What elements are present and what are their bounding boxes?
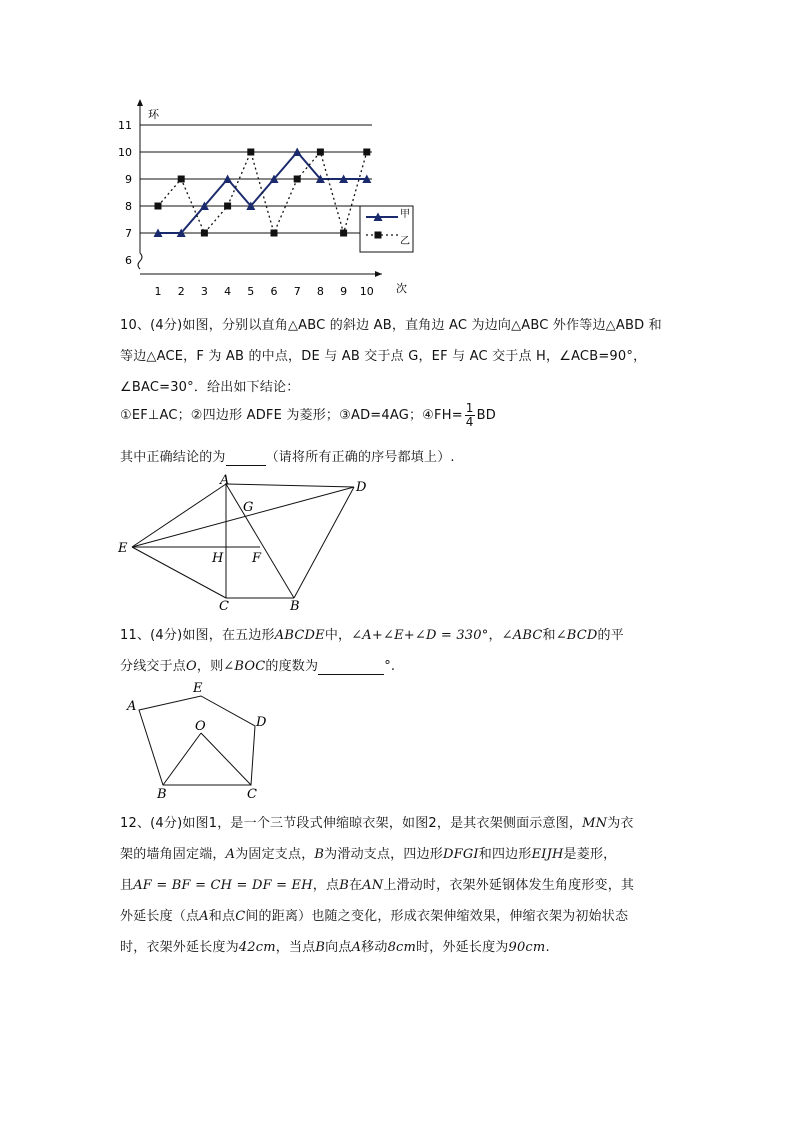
q10-line1: 10、(4分)如图，分别以直角△ABC 的斜边 AB，直角边 AC 为边向△ABC 外作等边△ABD 和 bbox=[120, 318, 662, 333]
label-A: A bbox=[127, 699, 137, 714]
q11-text-i: °. bbox=[384, 659, 396, 674]
q10-prompt: 其中正确结论的为 bbox=[120, 450, 226, 465]
label-D: D bbox=[256, 715, 267, 730]
x-tick-label: 10 bbox=[359, 285, 374, 298]
q12-unit: cm bbox=[396, 940, 417, 955]
q11-line1 bbox=[120, 624, 624, 643]
y-tick-label: 8 bbox=[125, 200, 132, 213]
axis-break bbox=[138, 253, 142, 269]
q12-text: ，当点 bbox=[275, 940, 316, 955]
q12-point-c: C bbox=[235, 909, 246, 924]
x-tick-label: 3 bbox=[200, 285, 208, 298]
q12-text: 外延长度（点 bbox=[120, 909, 200, 924]
seg-AD bbox=[226, 484, 354, 487]
q11-text-a: 11、(4分)如图，在五边形 bbox=[120, 628, 275, 643]
q11-text-d: 和 bbox=[542, 628, 556, 643]
q11-text-f: 分线交于点 bbox=[120, 659, 187, 674]
seg-ED bbox=[132, 487, 354, 547]
q12-text: 上滑动时，衣架外延钢体发生角度形变，其 bbox=[383, 878, 635, 893]
q12-point-b: B bbox=[315, 940, 326, 955]
q11-pentagon-figure bbox=[122, 676, 282, 804]
q10-triangle-figure bbox=[112, 472, 372, 614]
q11-point-o: O bbox=[186, 659, 197, 674]
q10-line3: ∠BAC=30°．给出如下结论： bbox=[120, 380, 300, 395]
y-axis-arrow bbox=[137, 99, 143, 106]
q10-line5 bbox=[120, 446, 455, 466]
label-E: E bbox=[118, 541, 128, 556]
q12-point-a: A bbox=[199, 909, 209, 924]
q11-text-g: ，则 bbox=[196, 659, 224, 674]
seg-DB bbox=[294, 487, 354, 598]
data-point-yi bbox=[201, 230, 208, 237]
q12-value-90: 90 bbox=[508, 940, 526, 955]
q12-text: 12、(4分)如图1，是一个三节段式伸缩晾衣架，如图2，是其衣架侧面示意图， bbox=[120, 816, 583, 831]
y-tick-label: 11 bbox=[118, 119, 132, 132]
answer-blank[interactable] bbox=[318, 659, 384, 675]
q12-point-b: B bbox=[339, 878, 349, 893]
q11-equation: ∠A+∠E+∠D = 330° bbox=[351, 628, 489, 643]
q12-line1 bbox=[120, 812, 634, 831]
q12-text: . bbox=[545, 940, 550, 955]
q12-line2 bbox=[120, 843, 616, 862]
q12-mn: MN bbox=[582, 816, 608, 831]
y-tick-label: 9 bbox=[125, 173, 132, 186]
q12-text: 向点 bbox=[325, 940, 352, 955]
q11-text-h: 的度数为 bbox=[265, 659, 319, 674]
answer-blank[interactable] bbox=[226, 450, 266, 466]
q12-line5 bbox=[120, 936, 550, 955]
q12-text: 为固定支点， bbox=[235, 847, 315, 862]
q12-dfgi: DFGI bbox=[442, 847, 479, 862]
q12-text: 为衣 bbox=[607, 816, 634, 831]
label-B: B bbox=[157, 787, 167, 802]
q12-text: 时，外延长度为 bbox=[416, 940, 509, 955]
x-axis-arrow bbox=[375, 271, 382, 277]
label-G: G bbox=[243, 500, 254, 515]
q10-prompt-note: （请将所有正确的序号都填上）. bbox=[265, 450, 455, 465]
seg-EA bbox=[132, 484, 226, 547]
q12-text: 时，衣架外延长度为 bbox=[120, 940, 239, 955]
label-F: F bbox=[252, 551, 262, 566]
label-C: C bbox=[247, 787, 257, 802]
q12-an: AN bbox=[362, 878, 384, 893]
q12-line4 bbox=[120, 905, 628, 924]
data-point-yi bbox=[294, 176, 301, 183]
fraction-one-quarter bbox=[465, 402, 475, 429]
x-tick-label: 7 bbox=[293, 285, 301, 298]
label-C: C bbox=[219, 599, 229, 614]
q10-line2: 等边△ACE，F 为 AB 的中点，DE 与 AB 交于点 G，EF 与 AC 交于点 H，∠ACB=90°， bbox=[120, 349, 647, 364]
q12-equation: AF = BF = CH = DF = EH bbox=[133, 878, 313, 893]
q12-point-b: B bbox=[314, 847, 325, 862]
seg-AB bbox=[226, 484, 294, 598]
data-point-yi bbox=[363, 149, 370, 156]
q12-text: 和四边形 bbox=[478, 847, 532, 862]
y-tick-label: 6 bbox=[125, 254, 132, 267]
q11-text-c: ， bbox=[488, 628, 502, 643]
label-O: O bbox=[195, 719, 206, 734]
x-tick-label: 1 bbox=[154, 285, 162, 298]
q10-options bbox=[120, 402, 496, 429]
q11-angle-boc: ∠BOC bbox=[223, 659, 266, 674]
shooting-score-line-chart bbox=[110, 98, 430, 300]
legend-label: 乙 bbox=[400, 236, 410, 247]
x-tick-label: 9 bbox=[340, 285, 348, 298]
q11-pentagon-name: ABCDE bbox=[274, 628, 325, 643]
x-tick-label: 5 bbox=[247, 285, 255, 298]
x-axis-label: 次 bbox=[396, 282, 407, 295]
x-tick-label: 4 bbox=[224, 285, 232, 298]
q12-unit: cm bbox=[255, 940, 276, 955]
data-point-yi bbox=[340, 230, 347, 237]
q11-angle-abc: ∠ABC bbox=[501, 628, 543, 643]
label-H: H bbox=[212, 551, 224, 566]
label-D: D bbox=[356, 480, 367, 495]
fraction-numerator: 1 bbox=[465, 401, 474, 415]
label-E: E bbox=[193, 681, 203, 696]
label-B: B bbox=[290, 599, 300, 614]
q12-eijh: EIJH bbox=[531, 847, 564, 862]
data-point-yi bbox=[224, 203, 231, 210]
data-point-yi bbox=[271, 230, 278, 237]
q12-text: 且 bbox=[120, 878, 134, 893]
q12-text: 移动 bbox=[361, 940, 388, 955]
x-tick-label: 2 bbox=[177, 285, 185, 298]
q11-angle-bcd: ∠BCD bbox=[555, 628, 598, 643]
series-line-乙 bbox=[158, 152, 367, 233]
data-point-yi bbox=[247, 149, 254, 156]
q12-point-a: A bbox=[351, 940, 362, 955]
q12-value-8: 8 bbox=[387, 940, 397, 955]
chart-legend bbox=[360, 206, 413, 252]
q12-text: 是菱形， bbox=[563, 847, 617, 862]
y-axis-label: 环 bbox=[148, 108, 159, 121]
q12-text: 间的距离）也随之变化，形成衣架伸缩效果，伸缩衣架为初始状态 bbox=[245, 909, 629, 924]
q12-text: 架的墙角固定端， bbox=[120, 847, 226, 862]
seg-OC bbox=[201, 733, 251, 785]
q11-text-b: 中， bbox=[324, 628, 352, 643]
q12-text: 在 bbox=[348, 878, 363, 893]
x-tick-label: 8 bbox=[316, 285, 324, 298]
q11-line2 bbox=[120, 655, 395, 675]
data-point-yi bbox=[178, 176, 185, 183]
y-tick-label: 10 bbox=[118, 146, 132, 159]
q12-text: 为滑动支点，四边形 bbox=[324, 847, 443, 862]
q10-options-a: ①EF⊥AC；②四边形 ADFE 为菱形；③AD=4AG；④FH= bbox=[120, 408, 463, 423]
y-tick-label: 7 bbox=[125, 227, 132, 240]
q12-text: ，点 bbox=[312, 878, 340, 893]
fraction-denominator: 4 bbox=[465, 415, 474, 429]
chart-axes bbox=[137, 99, 407, 295]
chart-series bbox=[154, 148, 372, 238]
q12-point-a: A bbox=[225, 847, 236, 862]
legend-label: 甲 bbox=[400, 209, 410, 220]
data-point-yi bbox=[317, 149, 324, 156]
x-tick-label: 6 bbox=[270, 285, 278, 298]
q12-unit: cm bbox=[525, 940, 546, 955]
q12-text: 和点 bbox=[208, 909, 236, 924]
q12-value-42: 42 bbox=[238, 940, 256, 955]
q10-options-b: BD bbox=[476, 408, 496, 423]
legend-marker bbox=[375, 232, 382, 239]
q12-line3 bbox=[120, 874, 634, 893]
seg-BO bbox=[163, 733, 201, 785]
data-point-yi bbox=[155, 203, 162, 210]
label-A: A bbox=[220, 473, 230, 488]
q11-text-e: 的平 bbox=[597, 628, 624, 643]
